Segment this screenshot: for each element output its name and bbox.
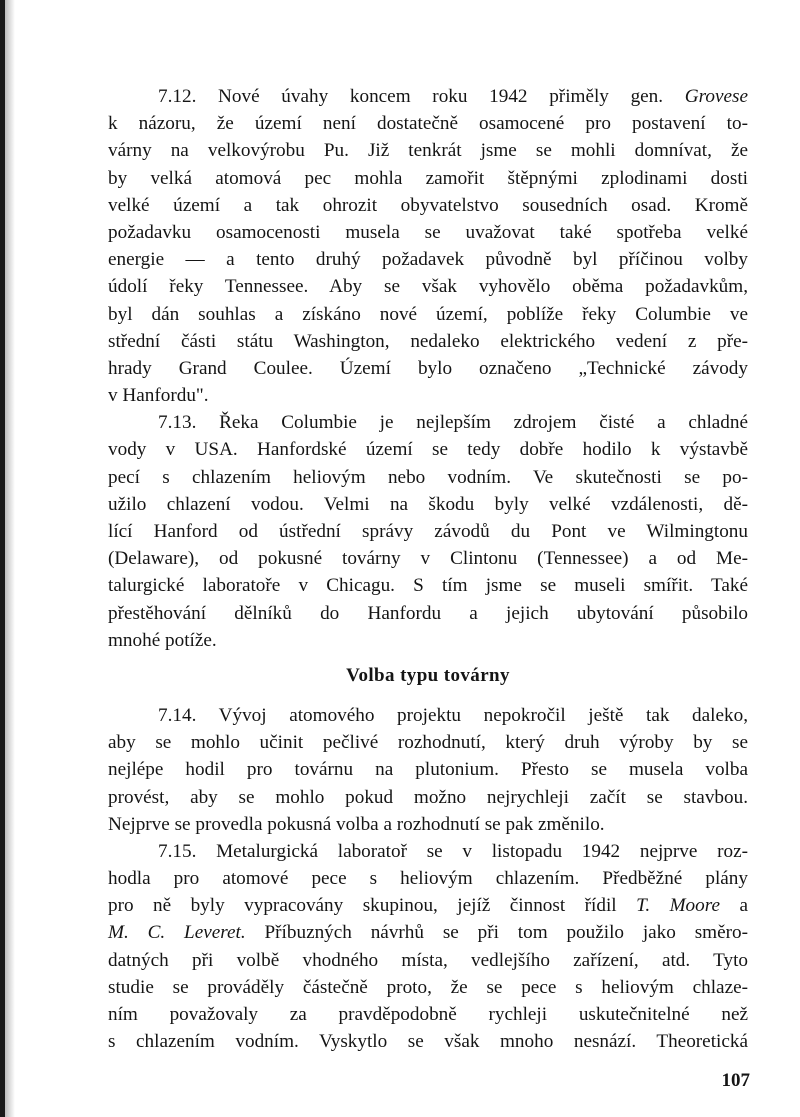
text-line <box>108 137 748 164</box>
text-span: pro ně byly vypracovány skupinou, jejíž činnost řídil <box>108 895 637 917</box>
text-line <box>108 729 748 756</box>
text-span: datných při volbě vhodného místa, vedlejšího zařízení, atd. Tyto <box>108 949 748 971</box>
text-line <box>108 702 748 729</box>
text-line <box>108 1028 748 1055</box>
text-line <box>108 974 748 1001</box>
text-span: Příbuzných návrhů se při tom použilo jako směro- <box>245 922 748 944</box>
text-span: by velká atomová pec mohla zamořit štěpnými zplodinami dosti <box>108 167 748 189</box>
text-span: a <box>720 895 748 917</box>
text-line <box>108 273 748 300</box>
text-line <box>108 219 748 246</box>
text-line <box>108 436 748 463</box>
text-line <box>108 382 748 409</box>
text-line <box>108 756 748 783</box>
text-span: nejlépe hodil pro továrnu na plutonium. Přesto se musela volba <box>108 759 748 781</box>
text-span: v Hanfordu". <box>108 385 209 407</box>
text-line <box>108 246 748 273</box>
text-span: vody v USA. Hanfordské území se tedy dobře hodilo k výstavbě <box>108 439 748 461</box>
text-span: k názoru, že území není dostatečně osamocené pro postavení to- <box>108 113 748 135</box>
text-span: studie se prováděly částečně proto, že se pece s heliovým chlaze- <box>108 976 748 998</box>
text-line <box>108 947 748 974</box>
text-line <box>108 328 748 355</box>
text-line <box>108 545 748 572</box>
text-span: 7.12. Nové úvahy koncem roku 1942 přiměly gen. <box>158 86 685 107</box>
text-line <box>108 865 748 892</box>
text-line <box>108 518 748 545</box>
text-line <box>108 110 748 137</box>
text-span: užilo chlazení vodou. Velmi na škodu byly velké vzdálenosti, dě- <box>108 493 748 515</box>
page-text-block <box>108 83 748 1055</box>
text-span: hodla pro atomové pece s heliovým chlazením. Předběžné plány <box>108 868 748 890</box>
text-span: požadavku osamocenosti musela se uvažovat také spotřeba velké <box>108 221 748 243</box>
text-span: údolí řeky Tennessee. Aby se však vyhovělo oběma požadavkům, <box>108 276 748 298</box>
text-line <box>108 811 748 838</box>
text-span: Nejprve se provedla pokusná volba a rozhodnutí se pak změnilo. <box>108 813 605 835</box>
text-line <box>108 165 748 192</box>
text-line <box>108 572 748 599</box>
page-number: 107 <box>721 1070 750 1091</box>
text-line <box>108 491 748 518</box>
text-span: (Delaware), od pokusné továrny v Clintonu (Tennessee) a od Me- <box>108 548 748 570</box>
text-span: lící Hanford od ústřední správy závodů du Pont ve Wilmingtonu <box>108 521 748 542</box>
text-span: byl dán souhlas a získáno nové území, poblíže řeky Columbie ve <box>108 303 748 325</box>
text-line <box>108 784 748 811</box>
text-span: talurgické laboratoře v Chicagu. S tím jsme se museli smířit. Také <box>108 575 748 597</box>
text-span: s chlazením vodním. Vyskytlo se však mnoho nesnází. Theoretická <box>108 1031 748 1053</box>
text-line <box>108 464 748 491</box>
italic-name-span: T. Moore <box>636 895 721 917</box>
italic-name-span: M. C. Leveret. <box>108 922 246 944</box>
text-span: přestěhování dělníků do Hanfordu a jejich ubytování působilo <box>108 602 748 624</box>
text-span: 7.14. Vývoj atomového projektu nepokročil ještě tak daleko, <box>158 704 748 726</box>
text-span: várny na velkovýrobu Pu. Již tenkrát jsme se mohli domnívat, že <box>108 140 748 162</box>
text-span: provést, aby se mohlo pokud možno nejrychleji začít se stavbou. <box>108 786 748 808</box>
text-line <box>108 301 748 328</box>
text-line <box>108 355 748 382</box>
section-heading: Volba typu továrny <box>346 664 510 686</box>
text-span: střední části státu Washington, nedaleko elektrického vedení z pře- <box>108 330 748 352</box>
text-line <box>108 83 748 110</box>
text-line <box>108 838 748 865</box>
text-span: hrady Grand Coulee. Území bylo označeno „Technické závody <box>108 357 748 379</box>
italic-name-span: Grovese <box>684 86 748 107</box>
spine-shadow <box>5 0 15 1117</box>
text-line <box>108 627 748 654</box>
text-span: 7.15. Metalurgická laboratoř se v listopadu 1942 nejprve roz- <box>158 840 748 862</box>
text-span: velké území a tak ohrozit obyvatelstvo sousedních osad. Kromě <box>108 194 748 216</box>
text-span: ním považovaly za pravděpodobně rychleji uskutečnitelné než <box>108 1004 748 1025</box>
text-line <box>108 892 748 919</box>
text-span: mnohé potíže. <box>108 629 217 651</box>
text-line <box>108 919 748 946</box>
text-span: pecí s chlazením heliovým nebo vodním. Ve skutečnosti se po- <box>108 466 748 488</box>
text-line <box>108 1001 748 1028</box>
text-line <box>108 192 748 219</box>
text-span: aby se mohlo učinit pečlivé rozhodnutí, který druh výroby by se <box>108 732 748 754</box>
text-span: 7.13. Řeka Columbie je nejlepším zdrojem čisté a chladné <box>158 412 748 434</box>
text-span: energie — a tento druhý požadavek původně byl příčinou volby <box>108 249 748 271</box>
text-line <box>108 409 748 436</box>
text-line <box>108 600 748 627</box>
